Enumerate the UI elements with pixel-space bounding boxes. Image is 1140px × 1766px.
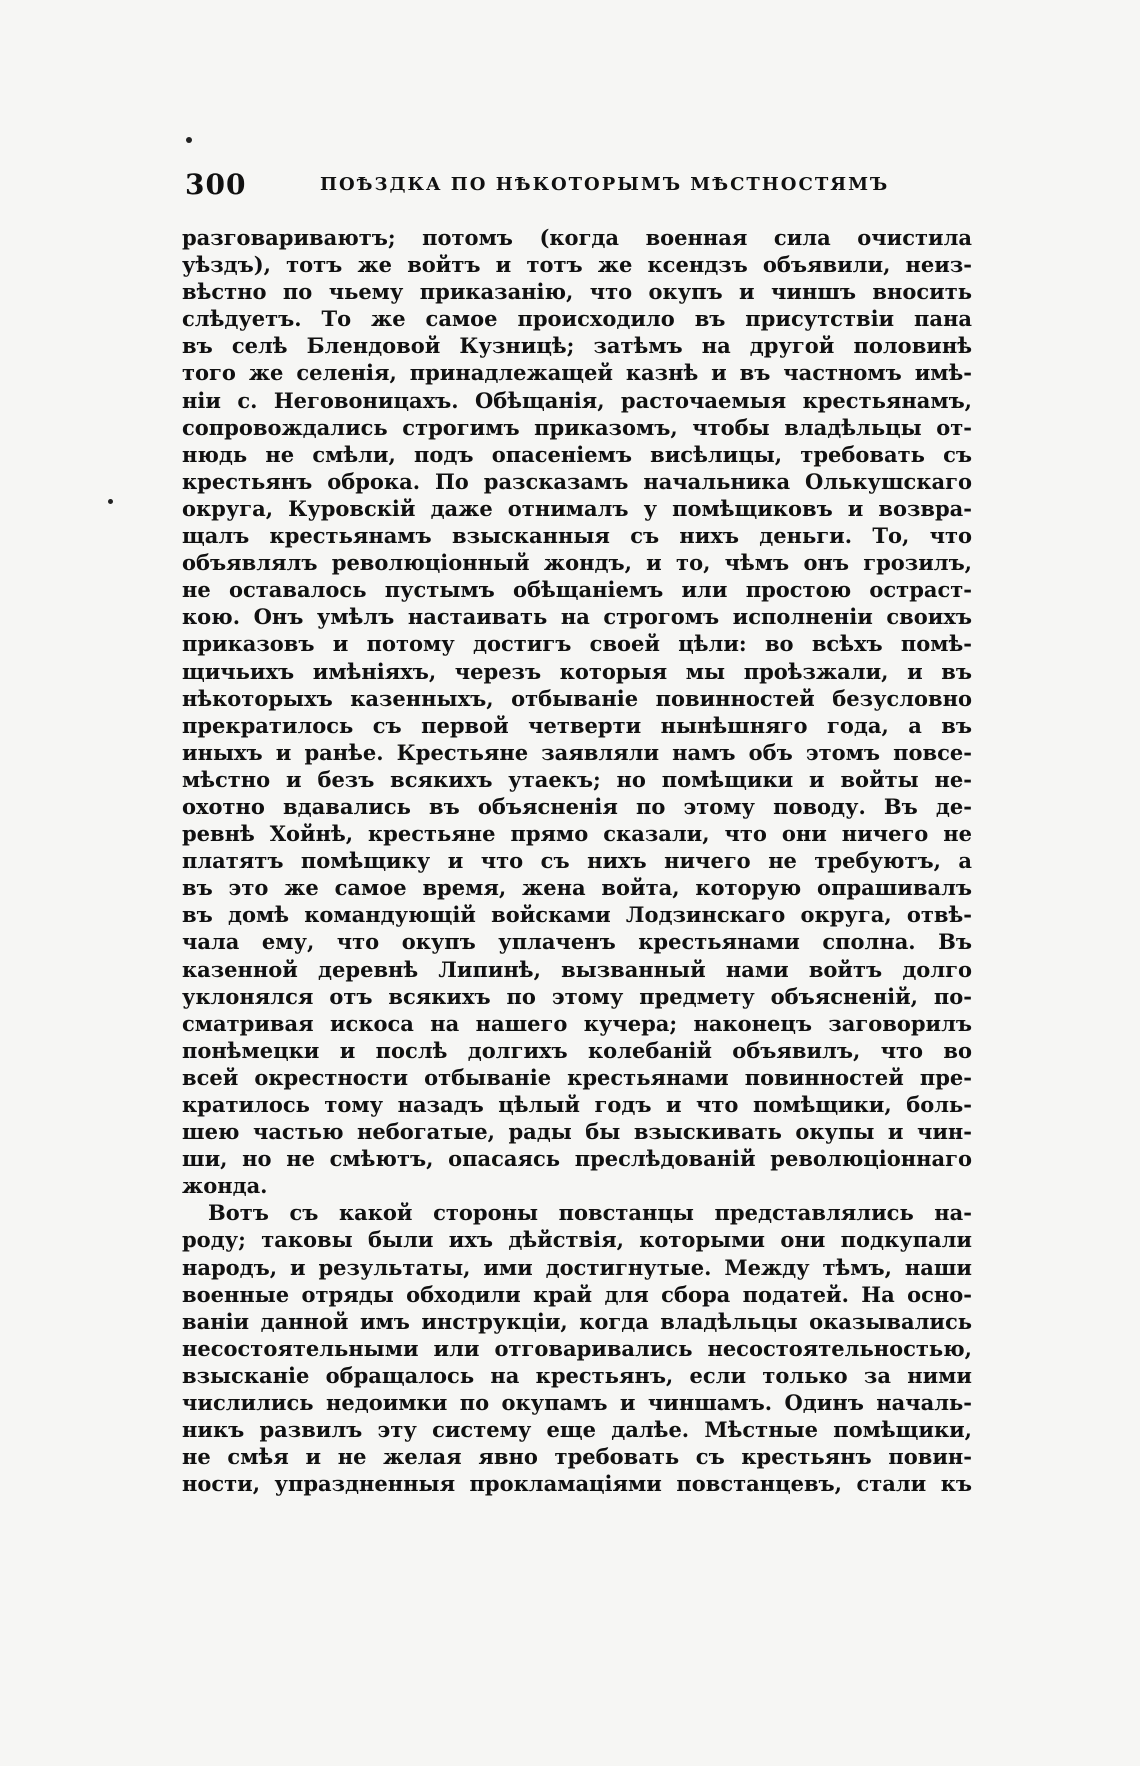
text-line: уклонялся отъ всякихъ по этому предмету объясненій, по- [182, 983, 972, 1009]
text-line: казенной деревнѣ Липинѣ, вызванный нами войтъ долго [182, 956, 972, 982]
text-line: ности, упраздненныя прокламаціями повстанцевъ, стали къ [182, 1471, 972, 1497]
text-line: сматривая искоса на нашего кучера; наконецъ заговорилъ [182, 1010, 972, 1036]
text-line: щалъ крестьянамъ взысканныя съ нихъ деньги. То, что [182, 523, 972, 549]
text-line: платятъ помѣщику и что съ нихъ ничего не требуютъ, а [182, 848, 972, 874]
text-line: округа, Куровскій даже отнималъ у помѣщиковъ и возвра- [182, 495, 972, 521]
text-line: понѣмецки и послѣ долгихъ колебаній объявилъ, что во [182, 1037, 972, 1063]
text-line: щичьихъ имѣніяхъ, черезъ которыя мы проѣзжали, и въ [182, 658, 972, 684]
paragraph-end-line: жонда. [182, 1173, 268, 1199]
text-line: взысканіе обращалось на крестьянъ, если только за ними [182, 1362, 972, 1388]
text-line: роду; таковы были ихъ дѣйствія, которыми они подкупали [182, 1227, 972, 1253]
text-line: въ селѣ Блендовой Кузницѣ; затѣмъ на другой половинѣ [182, 333, 972, 359]
text-line: того же селенія, принадлежащей казнѣ и въ частномъ имѣ- [182, 360, 972, 386]
text-line: охотно вдавались въ объясненія по этому поводу. Въ де- [182, 793, 972, 819]
text-line: уѣздъ), тотъ же войтъ и тотъ же ксендзъ объявили, неиз- [182, 252, 972, 278]
text-line: военные отряды обходили край для сбора податей. На осно- [182, 1281, 972, 1307]
text-line: прекратилось съ первой четверти нынѣшняго года, а въ [182, 712, 972, 738]
text-line: шею частью небогатые, рады бы взыскивать окупы и чин- [182, 1119, 972, 1145]
text-line: несостоятельными или отговаривались несостоятельностью, [182, 1335, 972, 1361]
text-line: ваніи данной имъ инструкціи, когда владѣльцы оказывались [182, 1308, 972, 1334]
text-line: никъ развилъ эту систему еще далѣе. Мѣстные помѣщики, [182, 1417, 972, 1443]
text-line: кою. Онъ умѣлъ настаивать на строгомъ исполненіи своихъ [182, 604, 972, 630]
stray-ink-dot [186, 137, 192, 143]
text-line: всей окрестности отбываніе крестьянами повинностей пре- [182, 1064, 972, 1090]
text-line: народъ, и результаты, ими достигнутые. Между тѣмъ, наши [182, 1254, 972, 1280]
text-line: ревнѣ Хойнѣ, крестьяне прямо сказали, что они ничего не [182, 821, 972, 847]
text-line: вѣстно по чьему приказанію, что окупъ и чиншъ вносить [182, 279, 972, 305]
paragraph-start-line: Вотъ съ какой стороны повстанцы представлялись на- [208, 1200, 972, 1226]
text-line: кратилось тому назадъ цѣлый годъ и что помѣщики, боль- [182, 1092, 972, 1117]
text-line: разговариваютъ; потомъ (когда военная сила очистила [182, 225, 972, 250]
running-head: ПОѢЗДКА ПО НѢКОТОРЫМЪ МѢСТНОСТЯМЪ [320, 174, 890, 195]
page-number: 300 [185, 168, 247, 201]
page-header [185, 168, 970, 208]
text-line: иныхъ и ранѣе. Крестьяне заявляли намъ объ этомъ повсе- [182, 739, 972, 765]
text-line: мѣстно и безъ всякихъ утаекъ; но помѣщики и войты не- [182, 766, 972, 792]
text-line: въ это же самое время, жена войта, которую опрашивалъ [182, 875, 972, 901]
text-line: не оставалось пустымъ обѣщаніемъ или простою остраст- [182, 577, 972, 603]
text-line: чала ему, что окупъ уплаченъ крестьянами сполна. Въ [182, 929, 972, 955]
text-line: нѣкоторыхъ казенныхъ, отбываніе повинностей безусловно [182, 685, 972, 711]
body-text [182, 224, 972, 1497]
text-line: нюдь не смѣли, подъ опасеніемъ висѣлицы, требовать съ [182, 441, 972, 467]
text-line: сопровождались строгимъ приказомъ, чтобы владѣльцы от- [182, 414, 972, 440]
text-line: ніи с. Неговоницахъ. Обѣщанія, расточаемыя крестьянамъ, [182, 387, 972, 413]
text-line: ши, но не смѣютъ, опасаясь преслѣдованій революціоннаго [182, 1146, 972, 1172]
text-line: числились недоимки по окупамъ и чиншамъ. Одинъ началь- [182, 1390, 972, 1416]
text-line: крестьянъ оброка. По разсказамъ начальника Олькушскаго [182, 468, 972, 494]
stray-ink-dot [108, 499, 113, 504]
text-line: въ домѣ командующій войсками Лодзинскаго округа, отвѣ- [182, 902, 972, 928]
text-line: слѣдуетъ. То же самое происходило въ присутствіи пана [182, 306, 972, 332]
text-line: объявлялъ революціонный жондъ, и то, чѣмъ онъ грозилъ, [182, 550, 972, 576]
text-line: приказовъ и потому достигъ своей цѣли: во всѣхъ помѣ- [182, 631, 972, 657]
text-line: не смѣя и не желая явно требовать съ крестьянъ повин- [182, 1444, 972, 1470]
